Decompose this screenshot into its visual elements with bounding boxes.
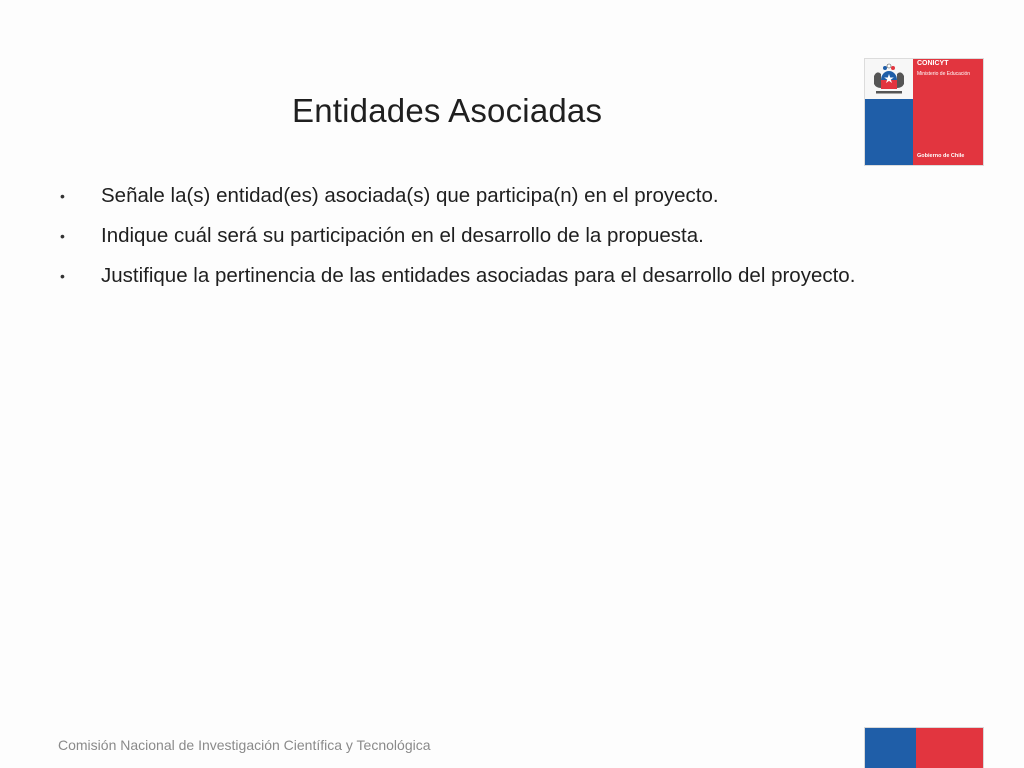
bullet-icon: • — [60, 268, 65, 284]
logo-name: CONICYT — [917, 60, 949, 67]
bullet-text: Indique cuál será su participación en el desarrollo de la propuesta. — [101, 224, 704, 247]
logo-government: Gobierno de Chile — [917, 153, 965, 159]
list-item — [58, 256, 855, 296]
footer-text: Comisión Nacional de Investigación Científica y Tecnológica — [58, 737, 431, 753]
footer-flag-border — [864, 727, 984, 768]
bullet-text: Señale la(s) entidad(es) asociada(s) que participa(n) en el proyecto. — [101, 184, 719, 207]
chile-crest-icon — [868, 62, 910, 96]
bullet-list — [58, 176, 855, 296]
slide-title: Entidades Asociadas — [292, 92, 603, 129]
list-item — [58, 176, 855, 216]
bullet-icon: • — [60, 188, 65, 204]
footer-flag — [864, 727, 984, 768]
list-item — [58, 216, 855, 256]
bullet-icon: • — [60, 228, 65, 244]
conicyt-logo — [864, 58, 984, 166]
logo-ministry: Ministerio de Educación — [917, 71, 971, 77]
bullet-text: Justifique la pertinencia de las entidades asociadas para el desarrollo del proyecto. — [101, 264, 856, 287]
